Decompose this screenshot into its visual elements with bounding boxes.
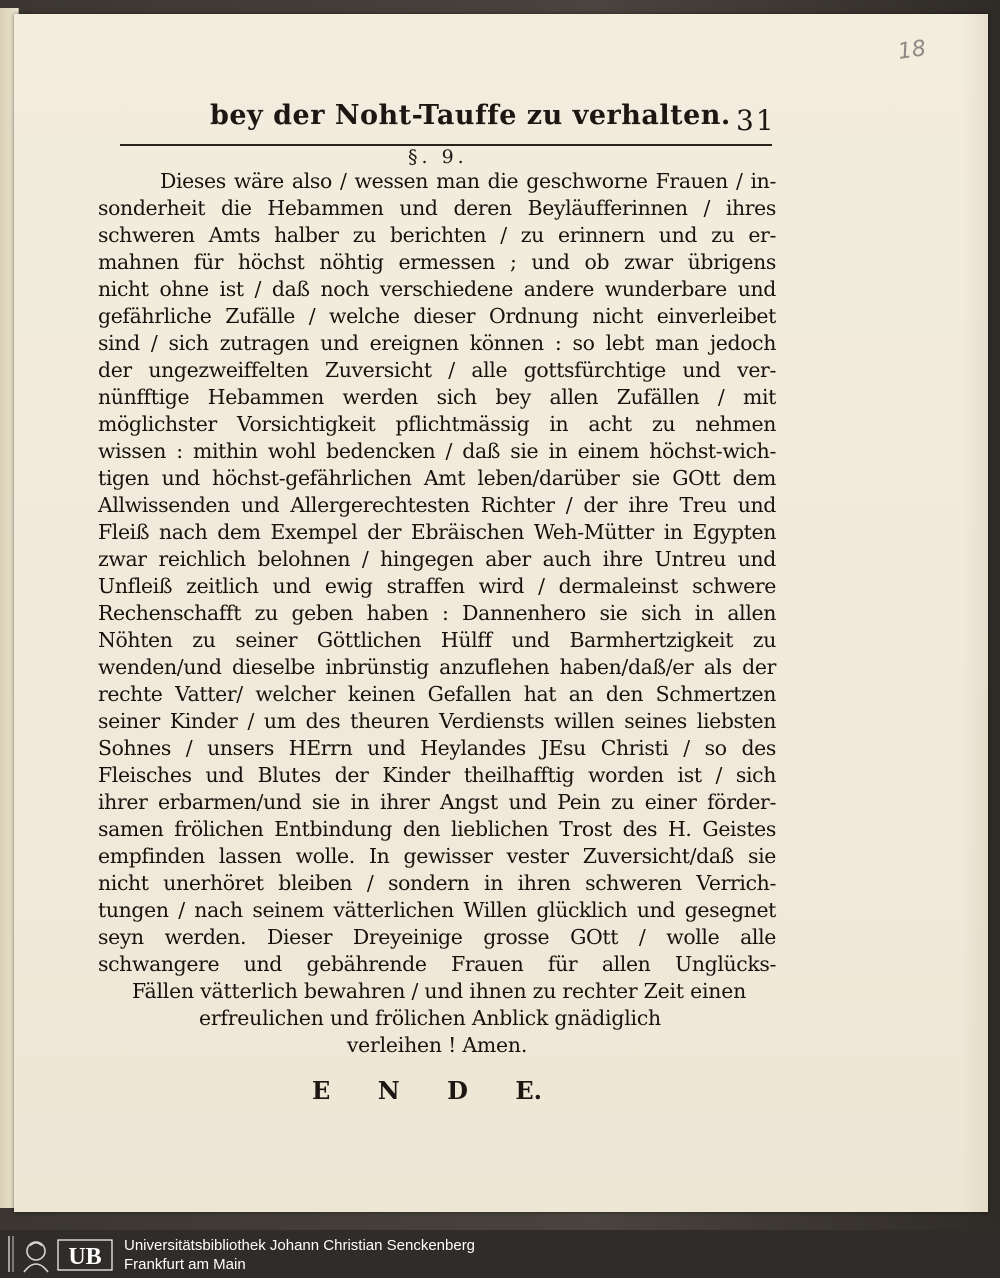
text-line: seyn werden. Dieser Dreyeinige grosse GOtt / wolle alle (98, 925, 776, 949)
text-line: wissen : mithin wohl bedencken / daß sie in einem höchst-wich- (98, 439, 776, 463)
text-line: möglichster Vorsichtigkeit pflichtmässig in acht zu nehmen (98, 412, 776, 436)
text-line: Rechenschafft zu geben haben : Dannenhero sie sich in allen (98, 601, 776, 625)
text-line: Unfleiß zeitlich und ewig straffen wird / dermaleinst schwere (98, 574, 776, 598)
text-line: tigen und höchst-gefährlichen Amt leben/darüber sie GOtt dem (98, 466, 776, 490)
text-line: sonderheit die Hebammen und deren Beyläufferinnen / ihres (98, 196, 776, 220)
section-mark: §. 9. (408, 146, 468, 168)
text-line: sind / sich zutragen und ereignen können : so lebt man jedoch (98, 331, 776, 355)
text-line: der ungezweiffelten Zuversicht / alle gottsfürchtige und ver- (98, 358, 776, 382)
text-line: wenden/und dieselbe inbrünstig anzuflehen haben/daß/er als der (98, 655, 776, 679)
page-number: 31 (736, 104, 776, 137)
text-line: mahnen für höchst nöhtig ermessen ; und ob zwar übrigens (98, 250, 776, 274)
finis-ende (312, 1076, 542, 1105)
text-line: Fleisches und Blutes der Kinder theilhafftig worden ist / sich (98, 763, 776, 787)
text-line: gefährliche Zufälle / welche dieser Ordnung nicht einverleibet (98, 304, 776, 328)
text-line: zwar reichlich belohnen / hingegen aber auch ihre Untreu und (98, 547, 776, 571)
text-line: schweren Amts halber zu berichten / zu erinnern und zu er- (98, 223, 776, 247)
text-line: schwangere und gebährende Frauen für allen Unglücks- (98, 952, 776, 976)
pencil-folio-note: 18 (896, 36, 928, 65)
text-line: samen frölichen Entbindung den lieblichen Trost des H. Geistes (98, 817, 776, 841)
text-line: Dieses wäre also / wessen man die geschworne Frauen / in- (160, 169, 776, 193)
closing-line: Fällen vätterlich bewahren / und ihnen zu rechter Zeit einen (131, 979, 747, 1003)
running-head: bey der Noht-Tauffe zu verhalten. (210, 100, 731, 131)
library-city: Frankfurt am Main (124, 1256, 246, 1273)
body-text (98, 168, 776, 1059)
text-line: ihrer erbarmen/und sie in ihrer Angst und Pein zu einer förder- (98, 790, 776, 814)
text-line: empfinden lassen wolle. In gewisser vester Zuversicht/daß sie (98, 844, 776, 868)
text-line: nünfftige Hebammen werden sich bey allen Zufällen / mit (98, 385, 776, 409)
library-footer-bar (0, 1230, 1000, 1278)
text-line: nicht ohne ist / daß noch verschiedene andere wunderbare und (98, 277, 776, 301)
finis-letter: N (377, 1076, 400, 1105)
finis-letter: E (312, 1076, 331, 1105)
footer-text (124, 1236, 475, 1274)
text-line: Nöhten zu seiner Göttlichen Hülff und Barmhertzigkeit zu (98, 628, 776, 652)
ub-logo-icon[interactable] (6, 1234, 114, 1274)
library-name: Universitätsbibliothek Johann Christian Senckenberg (124, 1237, 476, 1254)
text-line: seiner Kinder / um des theuren Verdiensts willen seines liebsten (98, 709, 776, 733)
finis-letter: D (447, 1076, 468, 1105)
text-line: Fleiß nach dem Exempel der Ebräischen Weh-Mütter in Egypten (98, 520, 776, 544)
text-line: nicht unerhöret bleiben / sondern in ihren schweren Verrich- (98, 871, 776, 895)
text-line: Sohnes / unsers HErrn und Heylandes JEsu Christi / so des (98, 736, 776, 760)
closing-line: erfreulichen und frölichen Anblick gnädiglich (198, 1006, 661, 1030)
svg-text:UB: UB (68, 1244, 102, 1270)
text-line: Allwissenden und Allergerechtesten Richter / der ihre Treu und (98, 493, 776, 517)
closing-line: verleihen ! Amen. (346, 1033, 528, 1057)
finis-letter: E. (515, 1076, 542, 1105)
text-line: tungen / nach seinem vätterlichen Willen glücklich und gesegnet (98, 898, 776, 922)
text-line: rechte Vatter/ welcher keinen Gefallen hat an den Schmertzen (98, 682, 776, 706)
